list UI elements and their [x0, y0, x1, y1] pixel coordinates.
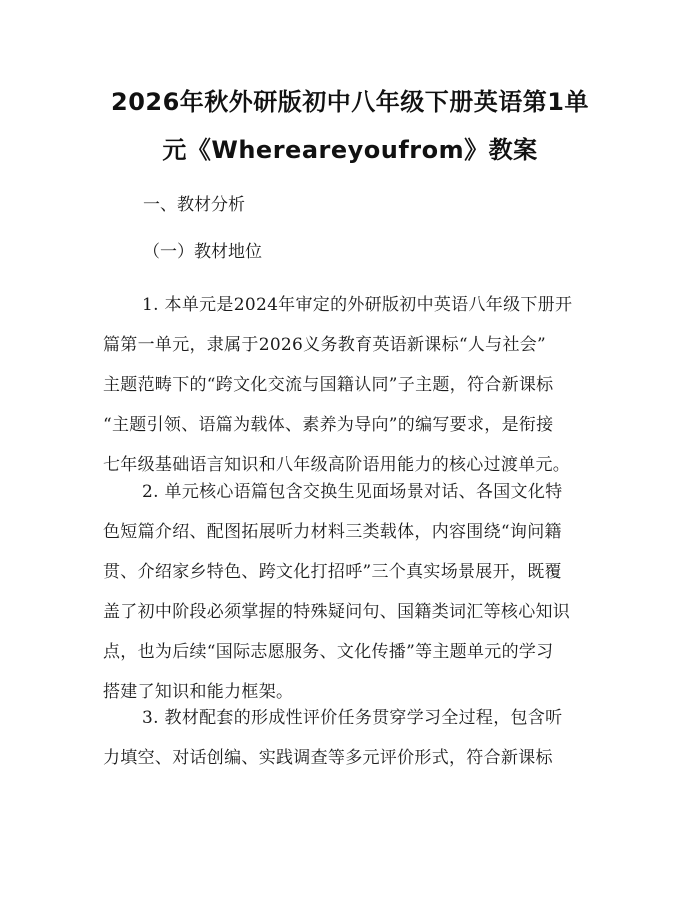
paragraph-line: 2. 单元核心语篇包含交换生见面场景对话、各国文化特 [142, 482, 563, 502]
paragraph-3 [103, 698, 601, 778]
paragraph-line: 搭建了知识和能力框架。 [103, 682, 294, 702]
paragraph-line: 主题范畴下的“跨文化交流与国籍认同”子主题，符合新课标 [103, 375, 554, 395]
paragraph-line: 力填空、对话创编、实践调查等多元评价形式，符合新课标 [103, 748, 553, 768]
paragraph-line: 贯、介绍家乡特色、跨文化打招呼”三个真实场景展开，既覆 [103, 562, 562, 582]
paragraph-line: 3. 教材配套的形成性评价任务贯穿学习全过程，包含听 [142, 708, 563, 728]
paragraph-2 [103, 472, 601, 712]
paragraph-1 [103, 285, 601, 485]
subsection-heading: （一）教材地位 [143, 242, 262, 262]
paragraph-line: 1. 本单元是2024年审定的外研版初中英语八年级下册开 [142, 295, 573, 315]
section-heading: 一、教材分析 [143, 195, 245, 215]
document-title-line-1: 2026年秋外研版初中八年级下册英语第1单 [111, 88, 589, 116]
document-title-line-2: 元《Whereareyoufrom》教案 [162, 136, 538, 164]
paragraph-line: 七年级基础语言知识和八年级高阶语用能力的核心过渡单元。 [103, 455, 571, 475]
paragraph-line: 盖了初中阶段必须掌握的特殊疑问句、国籍类词汇等核心知识 [103, 602, 571, 622]
paragraph-line: “主题引领、语篇为载体、素养为导向”的编写要求，是衔接 [103, 415, 554, 435]
paragraph-line: 点，也为后续“国际志愿服务、文化传播”等主题单元的学习 [103, 642, 554, 662]
paragraph-line: 篇第一单元，隶属于2026义务教育英语新课标“人与社会” [103, 335, 547, 355]
paragraph-line: 色短篇介绍、配图拓展听力材料三类载体，内容围绕“询问籍 [103, 522, 562, 542]
